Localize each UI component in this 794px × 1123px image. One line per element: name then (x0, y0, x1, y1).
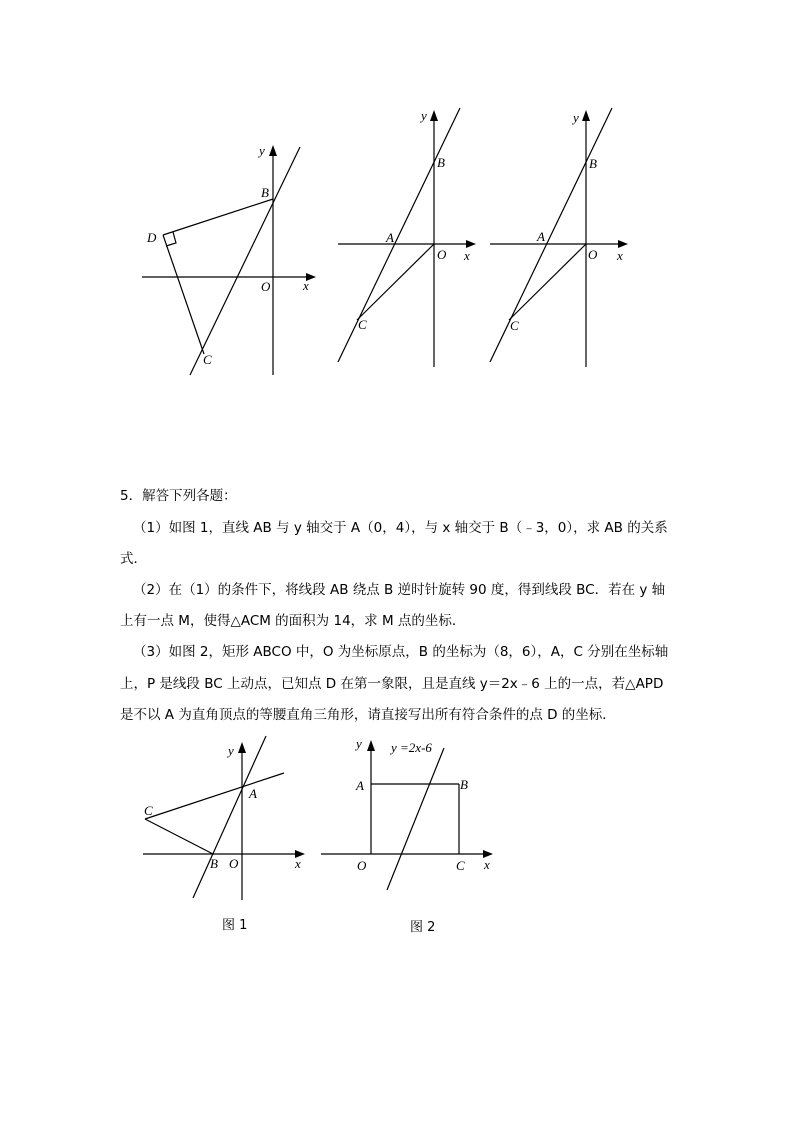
y-axis-arrow (367, 740, 375, 751)
label-c: C (144, 803, 153, 818)
y-axis-arrow (582, 110, 590, 121)
label-o: O (588, 247, 598, 262)
label-c: C (358, 317, 367, 332)
line-bc (190, 147, 300, 375)
label-b: B (261, 185, 269, 200)
label-x: x (464, 248, 470, 263)
x-axis-arrow (466, 240, 476, 248)
problem-line-7: 是不以 A 为直角顶点的等腰直角三角形，请直接写出所有符合条件的点 D 的坐标． (120, 707, 616, 723)
problem-line-1: （1）如图 1，直线 AB 与 y 轴交于 A（0，4），与 x 轴交于 B（﹣3，0），求 AB 的关系 (133, 520, 668, 536)
y-axis-arrow (269, 145, 277, 156)
label-b: B (589, 156, 597, 171)
label-b: B (460, 777, 468, 792)
y-axis-arrow (238, 742, 246, 753)
label-d: D (147, 230, 157, 245)
problem-line-6: 上，P 是线段 BC 上动点，已知点 D 在第一象限，且是直线 y＝2x﹣6 上的一点，若△APD (120, 676, 664, 692)
line-y-2x-6 (387, 748, 444, 890)
label-o: O (229, 856, 239, 871)
label-a: A (537, 229, 545, 244)
figure-1-caption: 图 1 (222, 918, 248, 933)
problem-line-3: （2）在（1）的条件下，将线段 AB 绕点 B 逆时针旋转 90 度，得到线段 BC．若在 y 轴 (133, 582, 666, 598)
top-figure-a (130, 135, 330, 385)
label-x: x (484, 857, 490, 872)
y-axis-arrow (430, 110, 438, 121)
label-c: C (203, 352, 212, 367)
figure-2 (315, 730, 505, 905)
label-o: O (437, 247, 447, 262)
label-o: O (357, 858, 367, 873)
label-x: x (617, 248, 623, 263)
label-y: y (356, 736, 362, 751)
label-x: x (303, 278, 309, 293)
figure-1 (135, 730, 315, 905)
label-c: C (456, 858, 465, 873)
line-ca (145, 773, 284, 819)
line-ab (490, 108, 612, 362)
label-b: B (437, 155, 445, 170)
label-a: A (249, 786, 257, 801)
problem-title: 5．解答下列各题： (120, 488, 237, 504)
label-o: O (261, 279, 271, 294)
label-y: y (421, 108, 427, 123)
label-a: A (386, 230, 394, 245)
segment-oc (357, 244, 434, 320)
problem-line-5: （3）如图 2，矩形 ABCO 中，O 为坐标原点，B 的坐标为（8，6），A，C 分别在坐标轴 (133, 644, 669, 660)
line-ab (193, 736, 266, 898)
figure-2-caption: 图 2 (410, 920, 436, 935)
segment-dc (163, 235, 204, 354)
line-ab (338, 108, 460, 362)
problem-line-2: 式． (120, 551, 147, 567)
segment-oc (509, 244, 586, 320)
segment-db (163, 199, 273, 235)
label-line: y =2x-6 (391, 740, 432, 755)
label-y: y (259, 143, 265, 158)
segment-cb (145, 819, 213, 854)
label-x: x (295, 856, 301, 871)
label-a: A (356, 778, 364, 793)
top-figure-b (330, 100, 490, 375)
label-c: C (510, 318, 519, 333)
problem-line-4: 上有一点 M，使得△ACM 的面积为 14，求 M 点的坐标． (120, 613, 466, 629)
label-y: y (573, 110, 579, 125)
label-y: y (228, 743, 234, 758)
x-axis-arrow (618, 240, 628, 248)
top-figure-c (482, 100, 642, 375)
label-b: B (210, 856, 218, 871)
